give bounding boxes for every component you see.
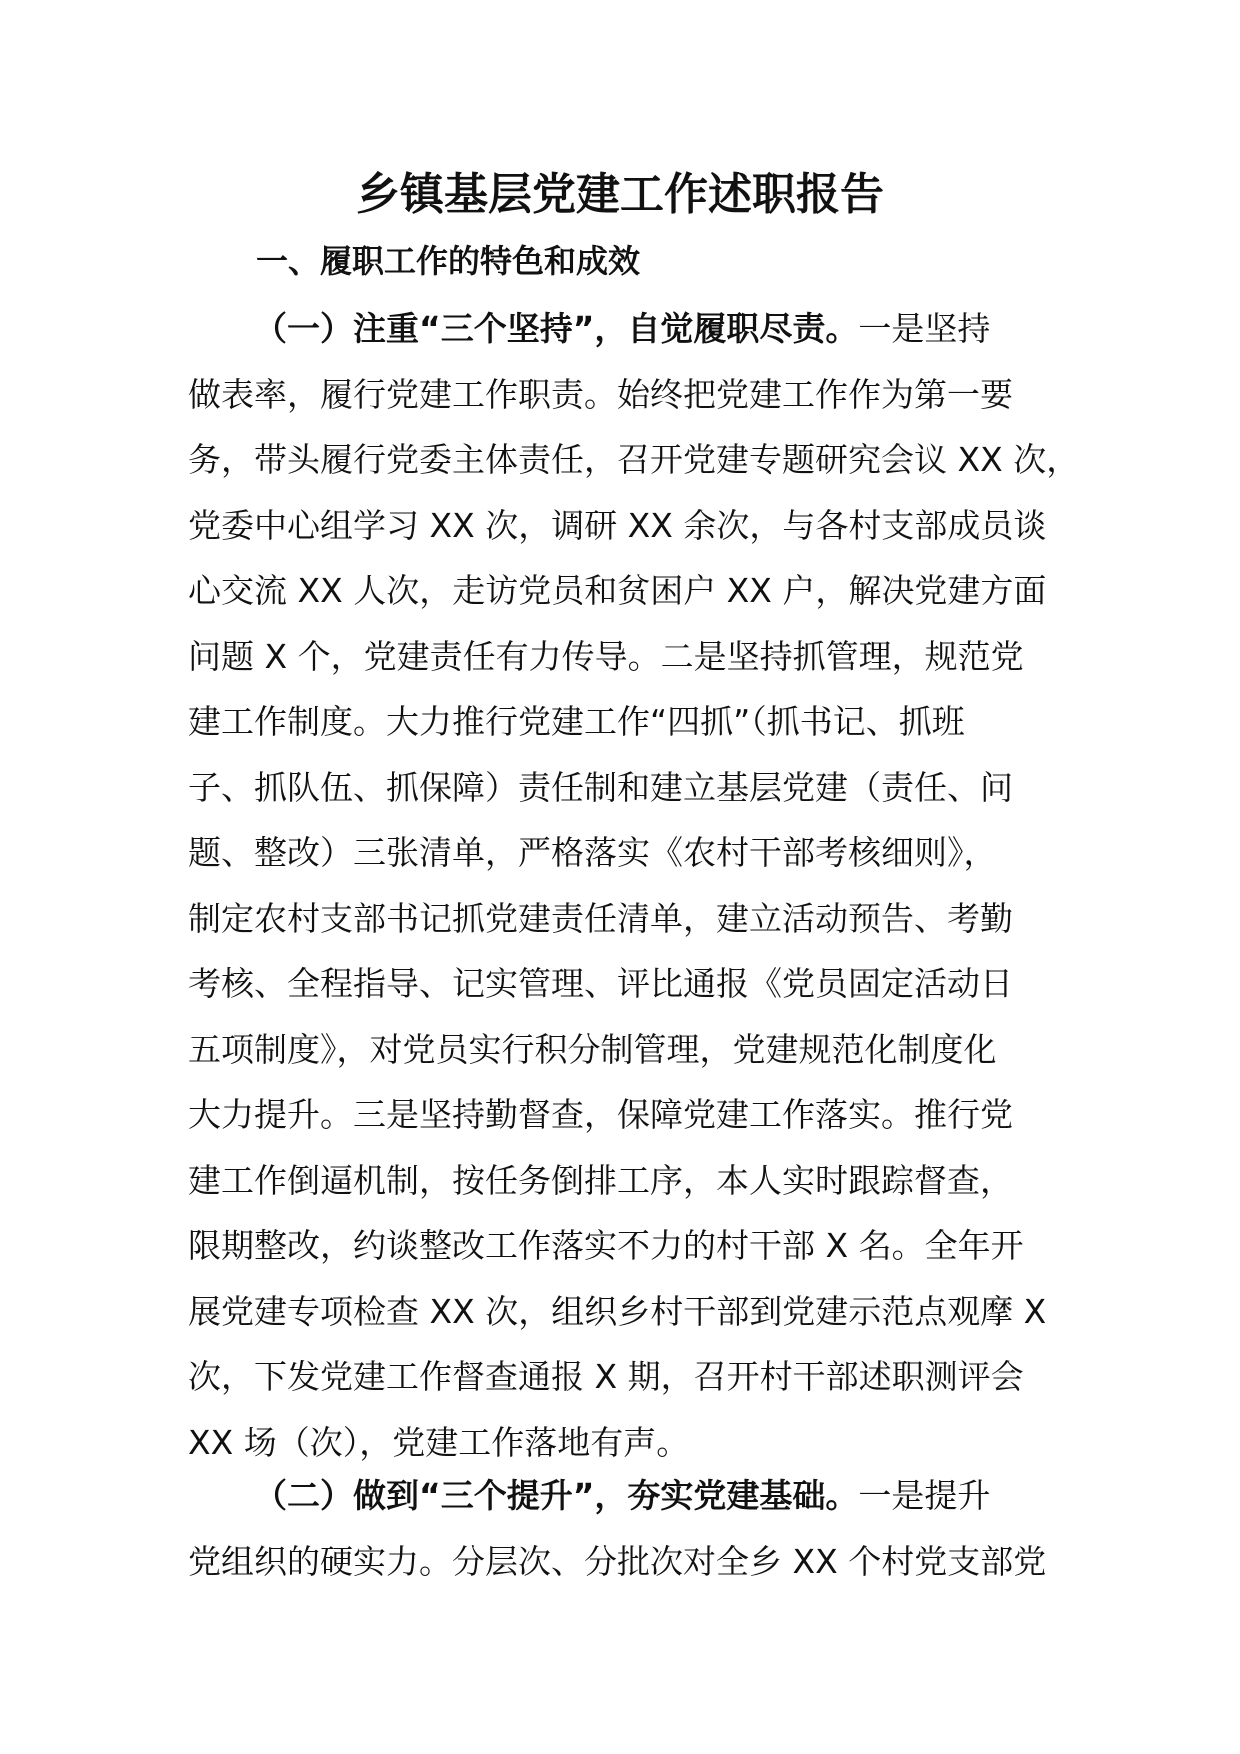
paragraph-1 [188,296,1080,1475]
paragraph-line: 务，带头履行党委主体责任，召开党建专题研究会议 XX 次， [188,440,1080,479]
paragraph-line: 子、抓队伍、抓保障）责任制和建立基层党建（责任、问 [188,767,1013,807]
paragraph-line: 党组织的硬实力。分层次、分批次对全乡 XX 个村党支部党 [188,1541,1047,1581]
paragraph-2 [188,1463,1068,1594]
paragraph-line: 制定农村支部书记抓党建责任清单，建立活动预告、考勤 [188,898,1013,938]
paragraph-line: 心交流 XX 人次，走访党员和贫困户 XX 户，解决党建方面 [188,571,1047,610]
paragraph-line: 限期整改，约谈整改工作落实不力的村干部 X 名。全年开 [188,1226,1024,1265]
paragraph-line: 次，下发党建工作督查通报 X 期，召开村干部述职测评会 [188,1357,1024,1396]
paragraph-line: 题、整改）三张清单，严格落实《农村干部考核细则》， [188,833,997,872]
paragraph-line: XX 场（次），党建工作落地有声。 [188,1422,690,1462]
paragraph-2-first-line-rest: 一是提升 [858,1476,991,1515]
paragraph-line: 五项制度》，对党员实行积分制管理，党建规范化制度化 [188,1029,997,1069]
paragraph-line: 考核、全程指导、记实管理、评比通报《党员固定活动日 [188,964,1013,1003]
paragraph-line: 大力提升。三是坚持勤督查，保障党建工作落实。推行党 [188,1095,1013,1134]
paragraph-2-lead: （二）做到“三个提升”，夯实党建基础。 [254,1476,859,1515]
document-title: 乡镇基层党建工作述职报告 [356,169,884,220]
paragraph-line: 做表率，履行党建工作职责。始终把党建工作作为第一要 [188,374,1013,414]
paragraph-line: 展党建专项检查 XX 次，组织乡村干部到党建示范点观摩 X [188,1291,1047,1331]
paragraph-line: 问题 X 个，党建责任有力传导。二是坚持抓管理，规范党 [188,636,1024,676]
paragraph-1-lead: （一）注重“三个坚持”，自觉履职尽责。 [254,309,859,348]
paragraph-1-first-line-rest: 一是坚持 [858,309,991,348]
paragraph-line: 党委中心组学习 XX 次，调研 XX 余次，与各村支部成员谈 [188,505,1047,545]
paragraph-line: 建工作制度。大力推行党建工作“四抓”（抓书记、抓班 [188,702,965,741]
paragraph-2-first-line [188,1463,1068,1529]
paragraph-line: 建工作倒逼机制，按任务倒排工序，本人实时跟踪督查， [188,1160,1013,1200]
section-heading-1: 一、履职工作的特色和成效 [256,242,641,280]
paragraph-1-first-line [188,296,1068,362]
